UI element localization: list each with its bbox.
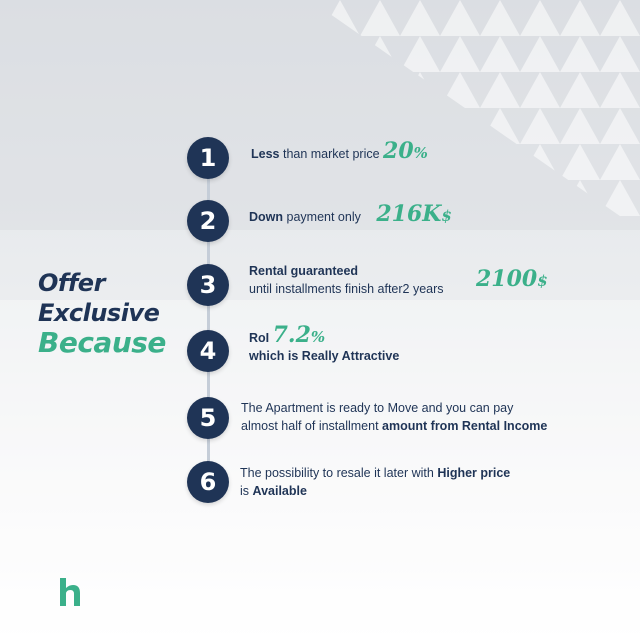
step-1-bold: Less [251, 147, 280, 161]
title-line-2: Exclusive [38, 299, 160, 327]
step-3-highlight [476, 266, 548, 292]
step-3-rest: until installments finish after2 years [249, 282, 444, 296]
step-3-highlight-unit: $ [537, 272, 548, 290]
step-1-highlight-unit: % [413, 144, 428, 162]
step-text-4 [249, 322, 400, 365]
step-text-5 [241, 399, 547, 435]
step-6-line-2-bold: Available [252, 484, 307, 498]
step-text-2 [249, 201, 452, 227]
offer-title [38, 268, 166, 358]
step-2-highlight-unit: $ [441, 207, 452, 225]
step-6-line-1-bold: Higher price [437, 466, 511, 480]
title-line-3: Because [38, 326, 166, 359]
step-4-highlight-unit: % [310, 328, 326, 346]
step-2-rest: payment only [283, 210, 361, 224]
step-text-3 [249, 262, 444, 298]
step-1-highlight [383, 138, 428, 164]
step-1-rest: than market price [279, 147, 384, 161]
step-text-6 [240, 464, 510, 500]
step-number-2: 2 [187, 200, 229, 242]
step-4-bold: RoI [249, 331, 273, 345]
step-6-line-2-pre: is [240, 484, 253, 498]
step-number-6: 6 [187, 461, 229, 503]
step-number-4: 4 [187, 330, 229, 372]
step-3-bold: Rental guaranteed [249, 264, 359, 278]
step-text-1 [251, 138, 428, 164]
step-2-highlight [376, 201, 451, 227]
step-2-bold: Down [249, 210, 284, 224]
step-3-highlight-value: 2100 [476, 266, 538, 292]
step-4-highlight-value: 7.2 [272, 322, 311, 348]
h-logo-icon [58, 576, 82, 608]
step-5-line-1: The Apartment is ready to Move and you can pay [241, 401, 514, 415]
step-4-highlight [273, 322, 326, 348]
step-4-rest: which is Really Attractive [249, 349, 400, 363]
step-6-line-1-pre: The possibility to resale it later with [240, 466, 438, 480]
step-1-highlight-value: 20 [383, 138, 414, 164]
step-5-line-2-pre: almost half of installment [241, 419, 383, 433]
title-line-1: Offer [38, 269, 105, 297]
step-number-3: 3 [187, 264, 229, 306]
step-2-highlight-value: 216K [376, 201, 442, 227]
step-number-1: 1 [187, 137, 229, 179]
step-number-5: 5 [187, 397, 229, 439]
step-5-line-2-bold: amount from Rental Income [382, 419, 548, 433]
